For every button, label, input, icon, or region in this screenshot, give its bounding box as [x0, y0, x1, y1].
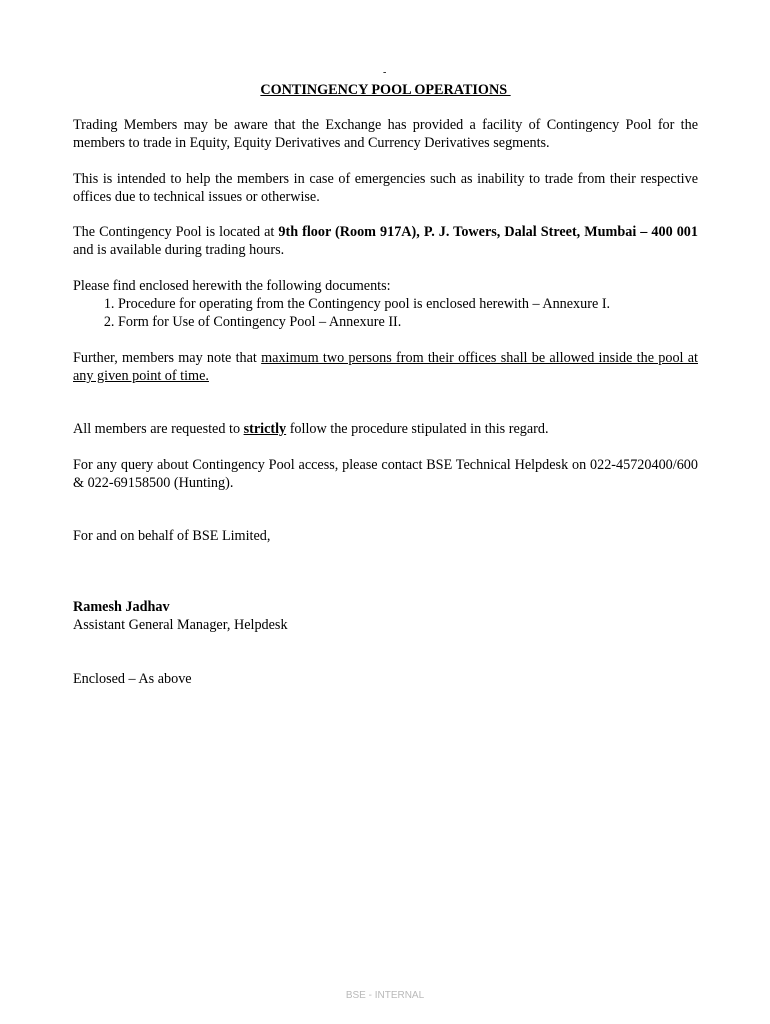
- paragraph-procedure: [73, 420, 698, 438]
- signatory-title: Assistant General Manager, Helpdesk: [73, 617, 288, 633]
- procedure-emphasis: strictly: [243, 421, 287, 437]
- paragraph-documents-intro: Please find enclosed herewith the following documents:: [73, 278, 391, 294]
- enclosure-note: Enclosed – As above: [73, 671, 192, 687]
- paragraph-occupancy: [73, 349, 698, 385]
- location-hours: and is available during trading hours.: [73, 242, 285, 258]
- footer-classification: BSE - INTERNAL: [345, 990, 425, 1001]
- list-item: 1. Procedure for operating from the Contingency pool is enclosed herewith – Annexure I.: [118, 295, 743, 313]
- paragraph-contact: For any query about Contingency Pool access, please contact BSE Technical Helpdesk on 022-45720400/600 & 022-69158500 (Hunting).: [73, 457, 698, 491]
- procedure-rest: follow the procedure stipulated in this regard.: [286, 421, 549, 437]
- document-title: CONTINGENCY POOL OPERATIONS: [260, 82, 511, 98]
- procedure-intro: All members are requested to: [73, 421, 244, 437]
- closing-line: For and on behalf of BSE Limited,: [73, 528, 271, 544]
- paragraph-facility: Trading Members may be aware that the Exchange has provided a facility of Contingency Pool for the members to trade in Equity, Equity Derivatives and Currency Derivatives segments.: [73, 117, 698, 151]
- location-address: 9th floor (Room 917A), P. J. Towers, Dalal Street, Mumbai – 400 001: [278, 224, 698, 240]
- documents-list: [73, 295, 743, 331]
- occupancy-rule: maximum two persons from their offices shall be allowed inside the pool at any given point of time.: [73, 350, 698, 384]
- signatory-name: Ramesh Jadhav: [73, 599, 170, 615]
- location-intro: The Contingency Pool is located at: [73, 224, 279, 240]
- occupancy-intro: Further, members may note that: [73, 350, 262, 366]
- paragraph-location: [73, 223, 698, 259]
- title-dash: -: [383, 67, 387, 78]
- list-item: 2. Form for Use of Contingency Pool – Annexure II.: [118, 313, 743, 331]
- paragraph-purpose: This is intended to help the members in case of emergencies such as inability to trade from their respective offices due to technical issues or otherwise.: [73, 171, 698, 205]
